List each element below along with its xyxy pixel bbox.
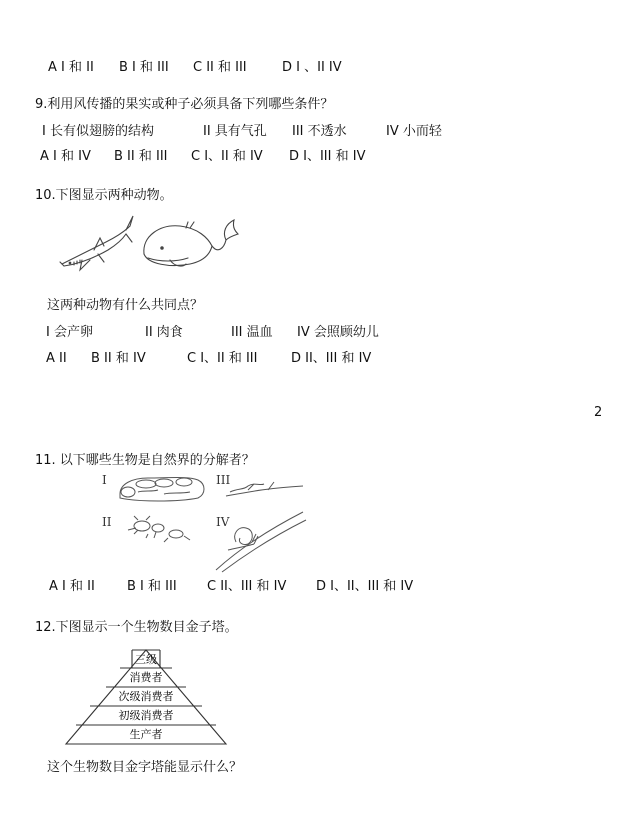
q10-option-c: C I、II 和 III	[187, 351, 258, 366]
q10-statement-2: II 肉食	[145, 325, 183, 340]
q9-statement-3: III 不透水	[292, 124, 347, 139]
q11-options	[0, 579, 638, 595]
pyramid-level-primary: 初级消费者	[118, 709, 174, 722]
q9-option-c: C I、II 和 IV	[191, 149, 263, 164]
insects-drawing	[128, 516, 190, 542]
q8-option-c: C II 和 III	[193, 60, 247, 75]
pyramid-level-tertiary: 三级	[135, 653, 157, 666]
q9-statement-4: IV 小而轻	[386, 124, 442, 139]
worm-drawing	[226, 482, 303, 496]
q11-option-a: A I 和 II	[49, 579, 95, 594]
q11-option-d: D I、II、III 和 IV	[316, 579, 414, 594]
q10-options	[0, 351, 638, 367]
q10-sub-question: 这两种动物有什么共同点？	[47, 298, 204, 313]
figure-label-ii: II	[102, 515, 112, 529]
pyramid-level-secondary: 次级消费者	[118, 690, 174, 703]
q10-statement-1: I 会产卵	[46, 325, 93, 340]
q9-question: 9.利用风传播的果实或种子必须具备下列哪些条件？	[35, 97, 334, 112]
page-number: 2	[594, 405, 603, 420]
q8-option-b: B I 和 III	[119, 60, 169, 75]
figure-label-iv: IV	[216, 515, 230, 529]
q11-option-c: C II、III 和 IV	[207, 579, 287, 594]
q11-option-b: B I 和 III	[127, 579, 177, 594]
q8-option-d: D I 、II IV	[282, 60, 342, 75]
pyramid-level-consumer: 消费者	[129, 671, 163, 684]
whale-illustration	[140, 218, 240, 270]
q11-question: 11. 以下哪些生物是自然界的分解者？	[35, 453, 255, 468]
q9-option-a: A I 和 IV	[40, 149, 91, 164]
q10-statements	[0, 325, 638, 341]
q9-statement-1: I 长有似翅膀的结构	[42, 124, 154, 139]
q10-option-a: A II	[46, 351, 67, 366]
snail-drawing	[216, 512, 306, 572]
figure-label-iii: III	[216, 473, 231, 487]
pyramid-level-producer: 生产者	[129, 728, 163, 741]
shark-illustration	[60, 212, 135, 272]
q10-option-b: B II 和 IV	[91, 351, 146, 366]
q10-statement-4: IV 会照顾幼儿	[297, 325, 379, 340]
q9-option-b: B II 和 III	[114, 149, 168, 164]
figure-label-i: I	[102, 473, 107, 487]
q9-options	[0, 149, 638, 165]
q10-statement-3: III 温血	[231, 325, 273, 340]
q8-option-a: A I 和 II	[48, 60, 94, 75]
mushroom-log-drawing	[120, 478, 204, 502]
q9-statements	[0, 124, 638, 140]
q10-option-d: D II、III 和 IV	[291, 351, 372, 366]
decomposers-figure	[98, 470, 313, 575]
q8-options	[0, 60, 638, 76]
q9-statement-2: II 具有气孔	[203, 124, 267, 139]
q9-option-d: D I、III 和 IV	[289, 149, 366, 164]
q12-question: 12.下图显示一个生物数目金子塔。	[35, 620, 238, 635]
q12-sub-question: 这个生物数目金字塔能显示什么？	[47, 760, 243, 775]
q10-question: 10.下图显示两种动物。	[35, 188, 173, 203]
number-pyramid	[64, 648, 228, 748]
